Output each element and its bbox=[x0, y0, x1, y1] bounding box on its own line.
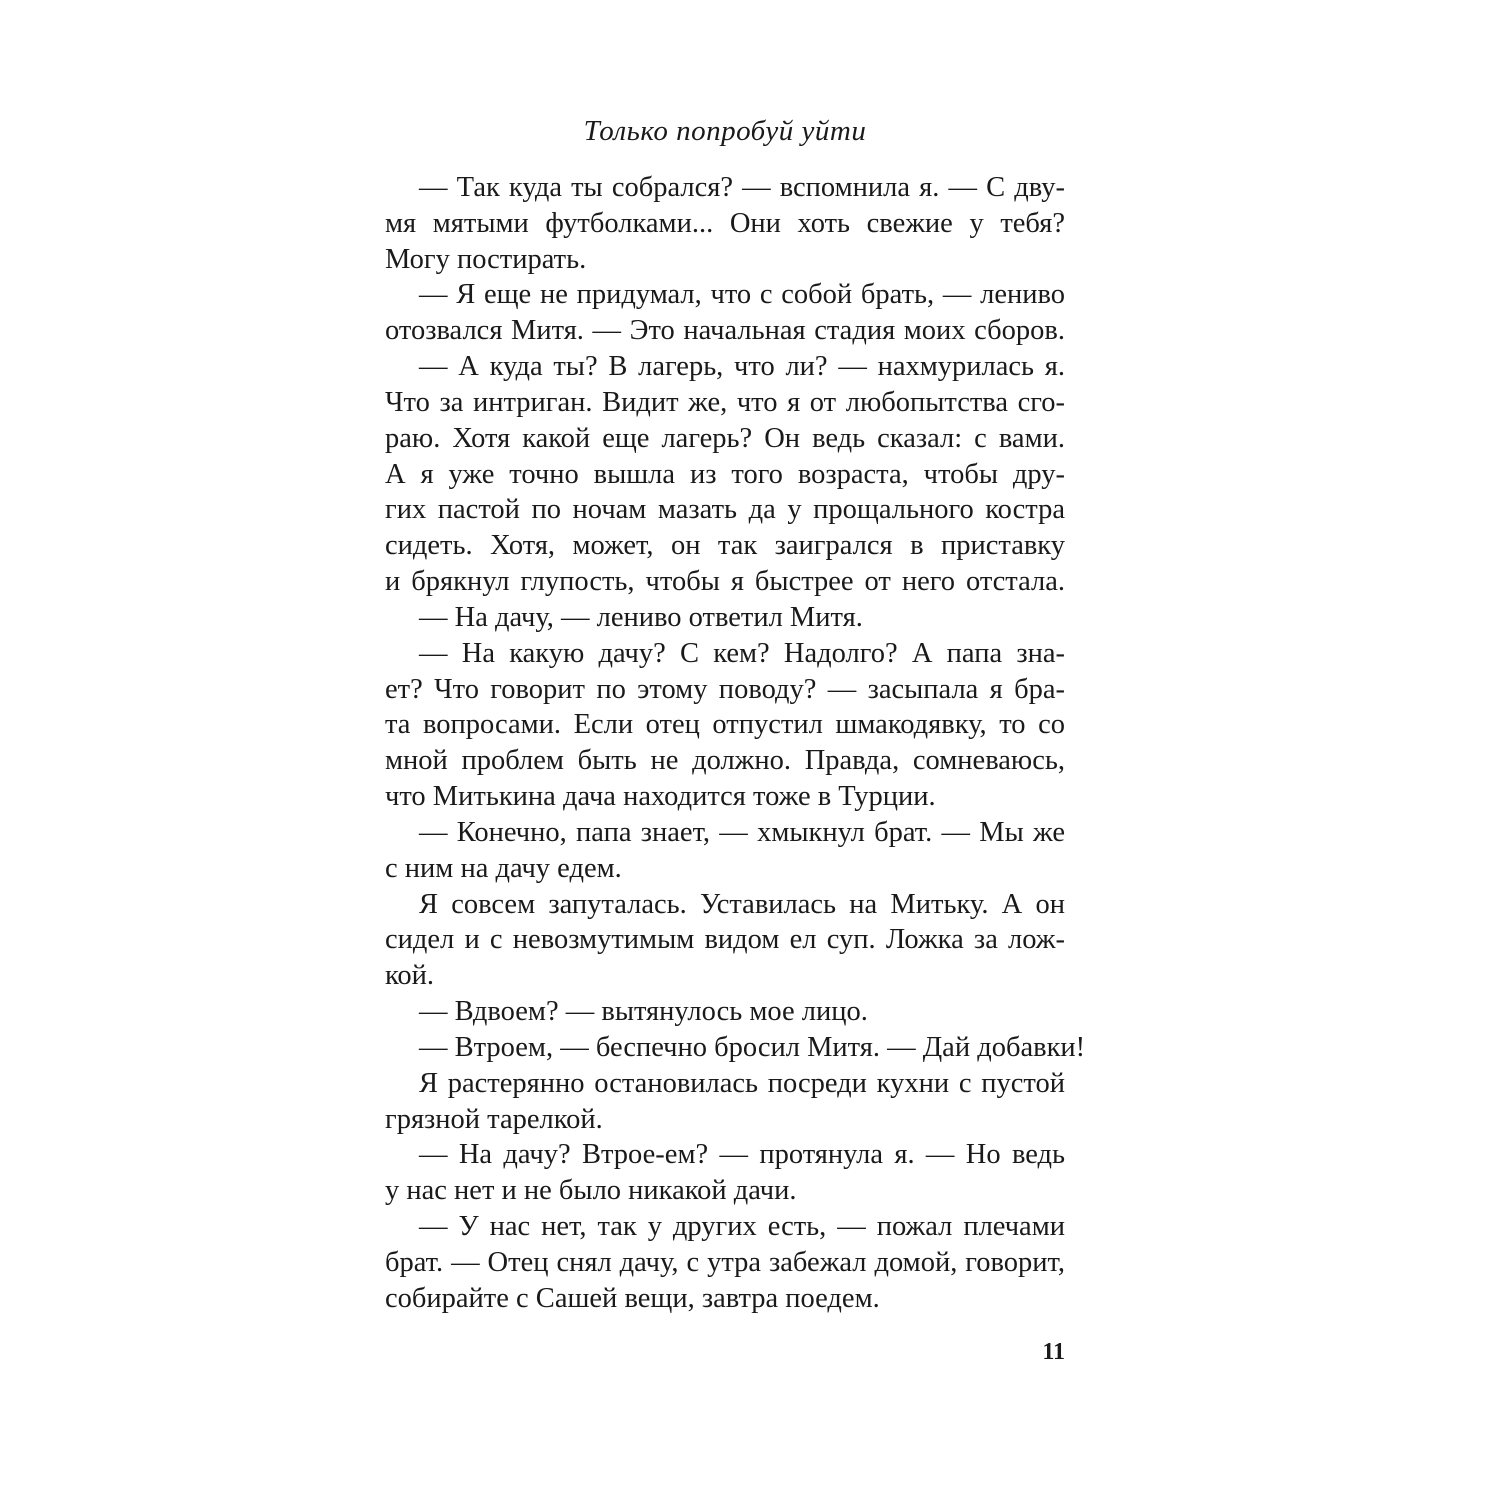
text-line: и брякнул глупость, чтобы я быстрее от него отстала. bbox=[385, 566, 1065, 598]
text-line: грязной тарелкой. bbox=[385, 1103, 603, 1135]
text-line: — Я еще не придумал, что с собой брать, — лениво bbox=[419, 279, 1065, 311]
text-line: Могу постирать. bbox=[385, 243, 587, 275]
text-line: — На какую дачу? С кем? Надолго? А папа зна- bbox=[419, 637, 1065, 669]
text-line: сидел и с невозмутимым видом ел суп. Ложка за лож- bbox=[385, 924, 1065, 956]
text-line: — На дачу, — лениво ответил Митя. bbox=[419, 601, 863, 633]
text-line: — Конечно, папа знает, — хмыкнул брат. — Мы же bbox=[419, 816, 1065, 848]
running-head: Только попробуй уйти bbox=[583, 115, 867, 147]
text-line: мной проблем быть не должно. Правда, сомневаюсь, bbox=[385, 745, 1065, 777]
text-line: раю. Хотя какой еще лагерь? Он ведь сказал: с вами. bbox=[385, 422, 1065, 454]
text-line: А я уже точно вышла из того возраста, чтобы дру- bbox=[385, 458, 1065, 490]
text-line: ет? Что говорит по этому поводу? — засыпала я бра- bbox=[385, 673, 1065, 705]
text-line: с ним на дачу едем. bbox=[385, 852, 622, 884]
text-line: — А куда ты? В лагерь, что ли? — нахмурилась я. bbox=[419, 351, 1065, 383]
text-line: собирайте с Сашей вещи, завтра поедем. bbox=[385, 1282, 880, 1314]
body-text bbox=[385, 170, 1086, 1317]
text-line: гих пастой по ночам мазать да у прощального костра bbox=[385, 494, 1065, 526]
text-line: что Митькина дача находится тоже в Турции. bbox=[385, 781, 936, 813]
text-line: кой. bbox=[385, 960, 435, 992]
text-line: отозвался Митя. — Это начальная стадия моих сборов. bbox=[385, 315, 1065, 347]
text-line: — Вдвоем? — вытянулось мое лицо. bbox=[419, 996, 868, 1028]
text-line: у нас нет и не было никакой дачи. bbox=[385, 1175, 797, 1207]
text-line: та вопросами. Если отец отпустил шмакодявку, то со bbox=[385, 709, 1065, 741]
text-line: Я растерянно остановилась посреди кухни с пустой bbox=[419, 1067, 1065, 1099]
text-line: мя мятыми футболками... Они хоть свежие у тебя? bbox=[385, 207, 1065, 239]
text-line: — На дачу? Втрое-ем? — протянула я. — Но ведь bbox=[419, 1139, 1065, 1171]
text-line: — Втроем, — беспечно бросил Митя. — Дай добавки! bbox=[419, 1031, 1086, 1063]
text-line: — Так куда ты собрался? — вспомнила я. — С дву- bbox=[419, 172, 1065, 203]
text-line: — У нас нет, так у других есть, — пожал плечами bbox=[419, 1211, 1065, 1243]
text-line: брат. — Отец снял дачу, с утра забежал домой, говорит, bbox=[385, 1246, 1065, 1278]
text-line: Что за интриган. Видит же, что я от любопытства сго- bbox=[385, 386, 1065, 418]
text-line: Я совсем запуталась. Уставилась на Митьку. А он bbox=[419, 888, 1065, 920]
text-line: сидеть. Хотя, может, он так заигрался в приставку bbox=[385, 530, 1065, 562]
page-number: 11 bbox=[1042, 1339, 1065, 1365]
